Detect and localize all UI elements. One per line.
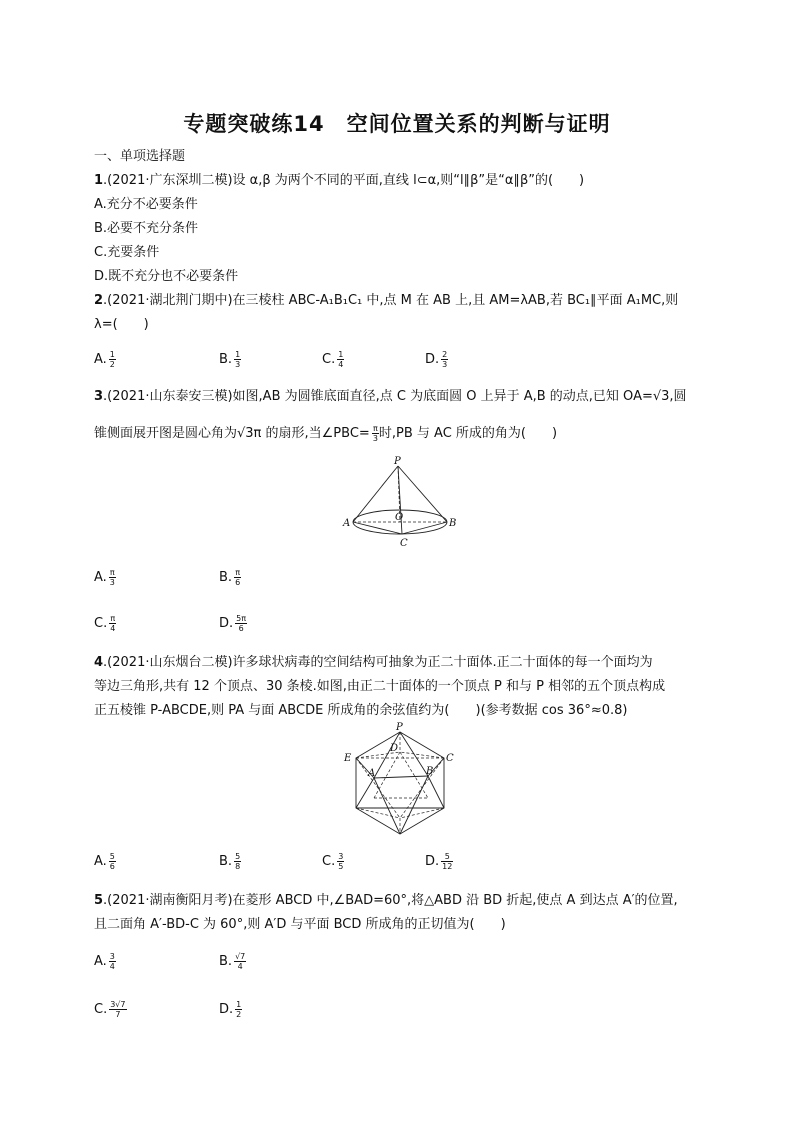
fraction-numerator: π xyxy=(109,568,115,577)
option-label: B. xyxy=(219,352,233,367)
fraction-numerator: π xyxy=(372,424,378,433)
label-a: A xyxy=(368,768,376,779)
hidden-edges xyxy=(356,732,444,834)
fraction xyxy=(109,568,116,587)
fraction-denominator: 6 xyxy=(238,624,244,633)
fraction-denominator: 3 xyxy=(372,434,378,443)
question-5-option-b xyxy=(219,952,246,971)
question-3-text: .(2021·山东泰安三模)如图,AB 为圆锥底面直径,点 C 为底面圆 O 上异于 A,B 的动点,已知 OA=√3,圆 xyxy=(103,389,687,404)
question-1-option-b: B.必要不充分条件 xyxy=(94,221,199,236)
option-label: D. xyxy=(219,616,234,631)
question-5-option-a xyxy=(94,952,116,971)
question-2-option-d xyxy=(425,350,448,369)
fraction xyxy=(235,614,247,633)
option-label: C. xyxy=(322,854,336,869)
question-2-text: .(2021·湖北荆门期中)在三棱柱 ABC-A₁B₁C₁ 中,点 M 在 AB 上,且 AM=λAB,若 BC₁∥平面 A₁MC,则 xyxy=(103,293,679,308)
fraction-numerator: 1 xyxy=(235,350,241,359)
question-3-option-b xyxy=(219,568,241,587)
fraction-denominator: 4 xyxy=(110,624,116,633)
question-4-stem xyxy=(94,654,653,672)
edge-a-lower xyxy=(356,778,374,808)
fraction-numerator: 3√7 xyxy=(110,1000,126,1009)
fraction-denominator: 7 xyxy=(115,1010,121,1019)
fraction-denominator: 5 xyxy=(338,862,344,871)
fraction-numerator: π xyxy=(235,568,241,577)
question-1-stem xyxy=(94,172,584,190)
fraction-denominator: 12 xyxy=(442,862,453,871)
question-1-option-d: D.既不充分也不必要条件 xyxy=(94,269,239,284)
fraction-numerator: π xyxy=(110,614,116,623)
fraction-numerator: 5 xyxy=(109,852,115,861)
cone-edge-pa xyxy=(353,466,398,522)
fraction xyxy=(234,568,241,587)
question-5-option-c xyxy=(94,1000,127,1019)
question-3-option-d xyxy=(219,614,247,633)
question-4-option-d xyxy=(425,852,453,871)
fraction-numerator: 2 xyxy=(442,350,448,359)
fraction-denominator: 6 xyxy=(235,578,241,587)
question-2-stem-cont: λ=( ) xyxy=(94,317,149,332)
fraction-denominator: 6 xyxy=(109,862,115,871)
question-5-stem xyxy=(94,892,678,910)
fraction xyxy=(234,852,241,871)
page-title: 专题突破练14 空间位置关系的判断与证明 xyxy=(183,112,611,136)
question-3-option-c xyxy=(94,614,116,633)
question-2-option-b xyxy=(219,350,241,369)
question-2-stem xyxy=(94,292,678,310)
question-5-option-d xyxy=(219,1000,242,1019)
fraction xyxy=(235,1000,242,1019)
fraction-denominator: 8 xyxy=(235,862,241,871)
fraction xyxy=(109,614,116,633)
question-4-option-a xyxy=(94,852,116,871)
fraction-numerator: √7 xyxy=(235,952,246,961)
fraction xyxy=(109,1000,126,1019)
question-3-text-part: 时,PB 与 AC 所成的角为( ) xyxy=(378,426,558,441)
label-d: D xyxy=(390,743,399,754)
fraction xyxy=(337,852,344,871)
fraction-denominator: 3 xyxy=(442,360,448,369)
question-5-text: .(2021·湖南衡阳月考)在菱形 ABCD 中,∠BAD=60°,将△ABD 沿 BD 折起,使点 A 到达点 A′的位置, xyxy=(103,893,678,908)
question-4-option-c xyxy=(322,852,344,871)
edge-b-lower xyxy=(428,776,444,808)
question-1-option-c: C.充要条件 xyxy=(94,245,160,260)
fraction-numerator: 1 xyxy=(338,350,344,359)
question-3-stem xyxy=(94,388,687,406)
fraction-denominator: 3 xyxy=(109,578,115,587)
option-label: C. xyxy=(94,616,108,631)
cone-edge-pb xyxy=(398,466,447,522)
fraction-numerator: 3 xyxy=(338,852,344,861)
question-4-option-b xyxy=(219,852,241,871)
fraction-numerator: 5π xyxy=(236,614,247,623)
section-heading: 一、单项选择题 xyxy=(94,149,186,164)
option-label: B. xyxy=(219,854,233,869)
fraction-numerator: 5 xyxy=(441,852,453,862)
label-c: C xyxy=(400,538,408,549)
option-label: C. xyxy=(94,1002,108,1017)
fraction xyxy=(234,952,246,971)
question-5-stem-cont: 且二面角 A′-BD-C 为 60°,则 A′D 与平面 BCD 所成角的正切值为( ) xyxy=(94,917,506,932)
label-c: C xyxy=(446,753,454,764)
option-label: A. xyxy=(94,854,107,869)
question-3-text-part: 锥侧面展开图是圆心角为√3π 的扇形,当∠PBC= xyxy=(94,426,370,441)
edge-a-bottom xyxy=(374,778,400,834)
label-a: A xyxy=(343,518,351,529)
question-4-text: .(2021·山东烟台二模)许多球状病毒的空间结构可抽象为正二十面体.正二十面体的每一个面均为 xyxy=(103,655,653,670)
fraction-denominator: 3 xyxy=(235,360,241,369)
fraction xyxy=(372,424,379,443)
question-1-number: 1 xyxy=(94,173,104,188)
label-e: E xyxy=(344,753,352,764)
question-4-stem-cont: 等边三角形,共有 12 个顶点、30 条棱.如图,由正二十面体的一个顶点 P 和与 P 相邻的五个顶点构成 xyxy=(94,679,666,694)
question-1-option-a: A.充分不必要条件 xyxy=(94,197,198,212)
fraction xyxy=(337,350,344,369)
question-2-option-c xyxy=(322,350,344,369)
option-label: A. xyxy=(94,954,107,969)
question-4-number: 4 xyxy=(94,655,104,670)
fraction-denominator: 2 xyxy=(236,1010,242,1019)
question-4-stem-cont2: 正五棱锥 P-ABCDE,则 PA 与面 ABCDE 所成角的余弦值约为( )(参考数据 cos 36°≈0.8) xyxy=(94,703,628,718)
fraction xyxy=(109,952,116,971)
fraction-numerator: 1 xyxy=(236,1000,242,1009)
option-label: C. xyxy=(322,352,336,367)
fraction xyxy=(441,350,448,369)
fraction-denominator: 4 xyxy=(338,360,344,369)
label-o: O xyxy=(395,512,404,523)
option-label: D. xyxy=(425,352,440,367)
fraction xyxy=(109,350,116,369)
option-label: A. xyxy=(94,352,107,367)
fraction-numerator: 5 xyxy=(235,852,241,861)
question-3-stem-cont xyxy=(94,424,557,443)
label-p: P xyxy=(396,722,403,733)
edge-a-b xyxy=(374,776,428,778)
label-b: B xyxy=(426,766,434,777)
option-label: A. xyxy=(94,570,107,585)
option-label: B. xyxy=(219,570,233,585)
cone-figure xyxy=(340,454,460,552)
fraction xyxy=(441,852,453,871)
label-p: P xyxy=(394,456,401,467)
icosahedron-figure xyxy=(338,722,462,844)
option-label: D. xyxy=(219,1002,234,1017)
question-1-text: .(2021·广东深圳二模)设 α,β 为两个不同的平面,直线 l⊂α,则“l∥β”是“α∥β”的( ) xyxy=(103,173,585,188)
fraction xyxy=(234,350,241,369)
fraction-numerator: 1 xyxy=(109,350,115,359)
fraction-denominator: 2 xyxy=(109,360,115,369)
label-b: B xyxy=(449,518,457,529)
question-3-option-a xyxy=(94,568,116,587)
option-label: D. xyxy=(425,854,440,869)
question-2-option-a xyxy=(94,350,116,369)
question-2-number: 2 xyxy=(94,293,104,308)
question-3-number: 3 xyxy=(94,389,104,404)
fraction-numerator: 3 xyxy=(109,952,115,961)
fraction-denominator: 4 xyxy=(237,962,243,971)
fraction xyxy=(109,852,116,871)
question-5-number: 5 xyxy=(94,893,104,908)
option-label: B. xyxy=(219,954,233,969)
fraction-denominator: 4 xyxy=(109,962,115,971)
